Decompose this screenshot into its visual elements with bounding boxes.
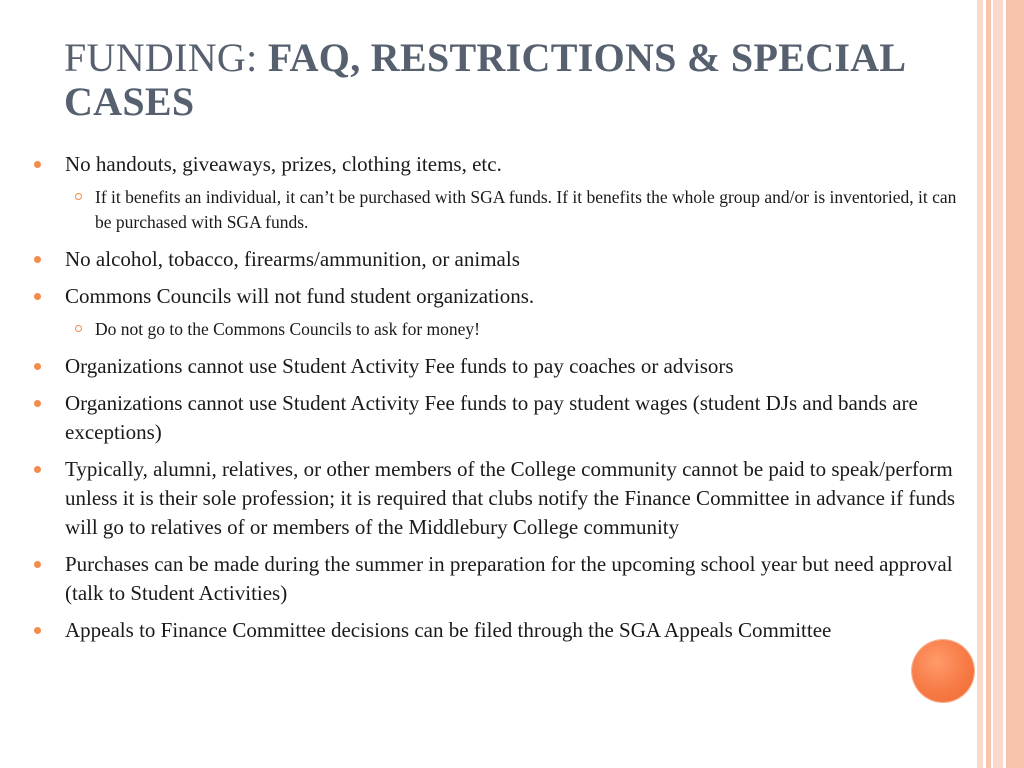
sub-bullet-item: [65, 185, 964, 235]
bullet-text: No handouts, giveaways, prizes, clothing items, etc.: [65, 152, 502, 176]
bullet-item: [34, 245, 964, 274]
bullet-dot-icon: [34, 256, 41, 263]
bullet-dot-icon: [34, 293, 41, 300]
bullet-item: [34, 389, 964, 447]
bullet-text: No alcohol, tobacco, firearms/ammunition, or animals: [65, 247, 520, 271]
bullet-dot-icon: [34, 466, 41, 473]
bullet-item: [34, 150, 964, 179]
sub-bullet-text: If it benefits an individual, it can’t be purchased with SGA funds. If it benefits the whole group and/or is inventoried, it can be purchased with SGA funds.: [95, 187, 957, 232]
bullet-item: [34, 616, 964, 645]
decorative-stripe: [977, 0, 983, 768]
slide-title: [64, 36, 954, 124]
slide-title-main: FAQ, RESTRICTIONS & SPECIAL CASES: [64, 35, 905, 124]
sub-bullet-ring-icon: [75, 193, 82, 200]
bullet-item: [34, 550, 964, 608]
decorative-orb: [912, 640, 974, 702]
bullet-text: Appeals to Finance Committee decisions can be filed through the SGA Appeals Committee: [65, 618, 832, 642]
decorative-stripe: [1006, 0, 1024, 768]
bullet-text: Typically, alumni, relatives, or other members of the College community cannot be paid to speak/perform unless it is their sole profession; it is required that clubs notify the Finance Committee in advance if funds will go to relatives of or members of the Middlebury College community: [65, 457, 955, 539]
bullet-dot-icon: [34, 627, 41, 634]
sub-bullet-ring-icon: [75, 325, 82, 332]
bullet-item: [34, 455, 964, 542]
bullet-dot-icon: [34, 363, 41, 370]
bullet-dot-icon: [34, 561, 41, 568]
sub-bullet-text: Do not go to the Commons Councils to ask for money!: [95, 319, 480, 339]
bullet-text: Organizations cannot use Student Activity Fee funds to pay student wages (student DJs and bands are exceptions): [65, 391, 918, 444]
bullet-dot-icon: [34, 161, 41, 168]
bullet-text: Organizations cannot use Student Activity Fee funds to pay coaches or advisors: [65, 354, 734, 378]
sub-bullet-item: [65, 317, 964, 342]
decorative-stripe: [986, 0, 991, 768]
bullet-item: [34, 282, 964, 311]
bullet-item: [34, 352, 964, 381]
bullet-text: Purchases can be made during the summer in preparation for the upcoming school year but need approval (talk to Student Activities): [65, 552, 953, 605]
decorative-stripe: [993, 0, 1003, 768]
bullet-list: [34, 150, 964, 653]
bullet-text: Commons Councils will not fund student organizations.: [65, 284, 535, 308]
slide-title-prefix: FUNDING:: [64, 35, 268, 80]
bullet-dot-icon: [34, 400, 41, 407]
